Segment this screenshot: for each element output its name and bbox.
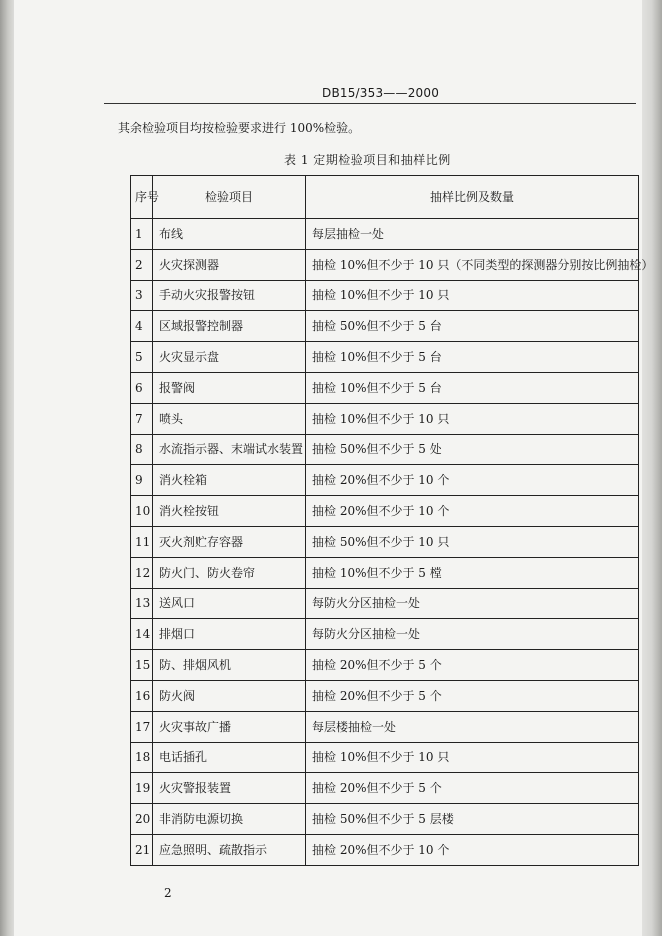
header-rule — [104, 103, 636, 104]
table-row — [131, 219, 639, 250]
cell-no: 20 — [131, 804, 153, 835]
cell-item: 非消防电源切换 — [153, 804, 306, 835]
cell-ratio: 每层抽检一处 — [306, 219, 639, 250]
cell-item: 防、排烟风机 — [153, 650, 306, 681]
cell-ratio: 抽检 10%但不少于 5 台 — [306, 342, 639, 373]
table-body — [131, 219, 654, 866]
cell-no: 21 — [131, 834, 153, 865]
header-item: 检验项目 — [153, 176, 306, 219]
cell-no: 17 — [131, 711, 153, 742]
cell-no: 10 — [131, 496, 153, 527]
cell-ratio: 抽检 50%但不少于 5 处 — [306, 434, 639, 465]
cell-no: 2 — [131, 249, 153, 280]
cell-no: 16 — [131, 680, 153, 711]
cell-no: 19 — [131, 773, 153, 804]
cell-ratio: 抽检 10%但不少于 5 樘 — [306, 557, 639, 588]
cell-ratio: 抽检 50%但不少于 5 层楼 — [306, 804, 639, 835]
table-row — [131, 342, 639, 373]
cell-ratio: 抽检 10%但不少于 10 只 — [306, 742, 639, 773]
table-caption: 表 1 定期检验项目和抽样比例 — [284, 153, 451, 167]
cell-no: 15 — [131, 650, 153, 681]
cell-item: 火灾探测器 — [153, 249, 306, 280]
table-row — [131, 465, 639, 496]
cell-ratio: 抽检 10%但不少于 5 台 — [306, 372, 639, 403]
cell-ratio: 抽检 10%但不少于 10 只 — [306, 280, 639, 311]
cell-ratio: 抽检 20%但不少于 10 个 — [306, 834, 639, 865]
cell-no: 9 — [131, 465, 153, 496]
table-row — [131, 834, 639, 865]
cell-item: 水流指示器、末端试水装置 — [153, 434, 306, 465]
table-row — [131, 372, 639, 403]
cell-item: 火灾显示盘 — [153, 342, 306, 373]
cell-no: 1 — [131, 219, 153, 250]
document-page — [14, 0, 654, 936]
cell-no: 3 — [131, 280, 153, 311]
table-header-row — [131, 176, 639, 219]
cell-ratio: 每防火分区抽检一处 — [306, 619, 639, 650]
cell-item: 消火栓箱 — [153, 465, 306, 496]
cell-no: 13 — [131, 588, 153, 619]
table-row — [131, 742, 639, 773]
cell-item: 防火门、防火卷帘 — [153, 557, 306, 588]
table-row — [131, 773, 639, 804]
cell-no: 6 — [131, 372, 153, 403]
table-row — [131, 249, 639, 280]
cell-item: 手动火灾报警按钮 — [153, 280, 306, 311]
cell-item: 喷头 — [153, 403, 306, 434]
cell-ratio: 抽检 20%但不少于 10 个 — [306, 465, 639, 496]
table-row — [131, 280, 639, 311]
table-row — [131, 526, 639, 557]
page-number: 2 — [164, 886, 172, 900]
header-ratio: 抽样比例及数量 — [306, 176, 639, 219]
table-row — [131, 557, 639, 588]
cell-item: 区域报警控制器 — [153, 311, 306, 342]
table-row — [131, 496, 639, 527]
table-row — [131, 619, 639, 650]
header-no: 序号 — [131, 176, 153, 219]
intro-paragraph: 其余检验项目均按检验要求进行 100%检验。 — [118, 121, 361, 135]
table-row — [131, 650, 639, 681]
cell-item: 应急照明、疏散指示 — [153, 834, 306, 865]
cell-no: 8 — [131, 434, 153, 465]
cell-item: 火灾事故广播 — [153, 711, 306, 742]
cell-no: 7 — [131, 403, 153, 434]
cell-ratio: 抽检 20%但不少于 10 个 — [306, 496, 639, 527]
cell-ratio: 抽检 50%但不少于 5 台 — [306, 311, 639, 342]
cell-ratio: 抽检 20%但不少于 5 个 — [306, 680, 639, 711]
cell-item: 布线 — [153, 219, 306, 250]
cell-ratio: 抽检 10%但不少于 10 只（不同类型的探测器分别按比例抽检） — [306, 249, 639, 280]
table-row — [131, 804, 639, 835]
cell-ratio: 抽检 20%但不少于 5 个 — [306, 773, 639, 804]
cell-no: 5 — [131, 342, 153, 373]
table-row — [131, 711, 639, 742]
cell-no: 12 — [131, 557, 153, 588]
document-code: DB15/353——2000 — [322, 86, 440, 100]
cell-no: 14 — [131, 619, 153, 650]
cell-item: 排烟口 — [153, 619, 306, 650]
cell-ratio: 每防火分区抽检一处 — [306, 588, 639, 619]
cell-item: 报警阀 — [153, 372, 306, 403]
cell-no: 18 — [131, 742, 153, 773]
cell-item: 电话插孔 — [153, 742, 306, 773]
cell-item: 送风口 — [153, 588, 306, 619]
table-row — [131, 588, 639, 619]
inspection-table — [130, 175, 654, 866]
cell-item: 火灾警报装置 — [153, 773, 306, 804]
table-row — [131, 403, 639, 434]
cell-item: 防火阀 — [153, 680, 306, 711]
table-row — [131, 311, 639, 342]
cell-no: 4 — [131, 311, 153, 342]
cell-item: 灭火剂贮存容器 — [153, 526, 306, 557]
cell-ratio: 抽检 50%但不少于 10 只 — [306, 526, 639, 557]
cell-ratio: 每层楼抽检一处 — [306, 711, 639, 742]
table-row — [131, 680, 639, 711]
cell-ratio: 抽检 10%但不少于 10 只 — [306, 403, 639, 434]
table-row — [131, 434, 639, 465]
cell-no: 11 — [131, 526, 153, 557]
cell-item: 消火栓按钮 — [153, 496, 306, 527]
cell-ratio: 抽检 20%但不少于 5 个 — [306, 650, 639, 681]
